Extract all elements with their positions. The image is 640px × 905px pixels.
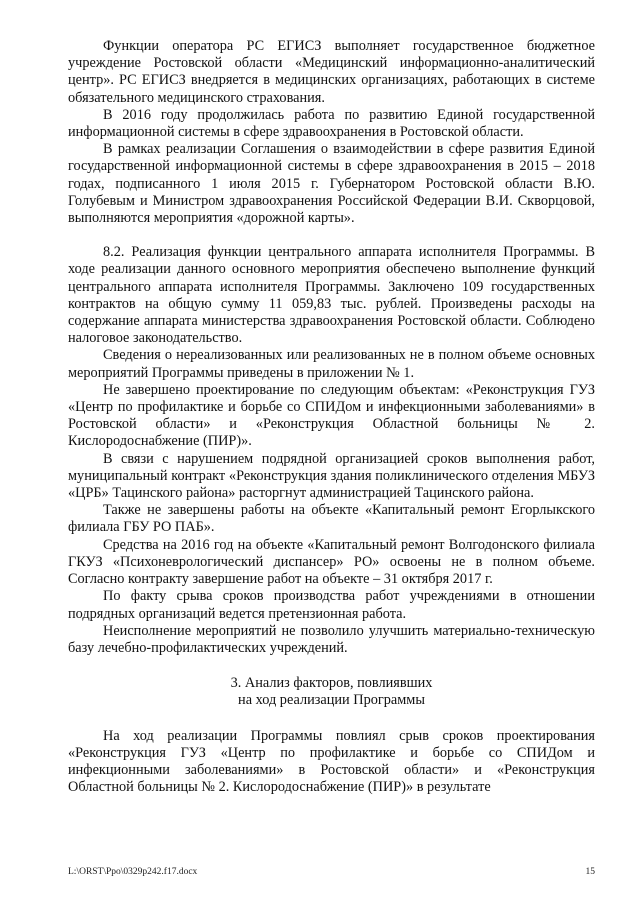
paragraph-central-apparatus: 8.2. Реализация функции центрального аппарата исполнителя Программы. В ходе реализации данного основного мероприятия обеспечено выполнение функций центрального аппарата исполнителя Программы. Заключено 109 государственных контрактов на общую сумму 11 059,83 тыс. рублей. Произведены расходы на содержание аппарата министерства здравоохранения Ростовской области. Соблюдено налоговое законодательство. [68,244,595,347]
paragraph-factors: На ход реализации Программы повлиял срыв сроков проектирования «Реконструкция ГУЗ «Центр по профилактике и борьбе со СПИДом и инфекционными заболеваниями» в Ростовской области» и «Реконструкция Областной больницы № 2. Кислородоснабжение (ПИР)» в результате [68,727,595,796]
paragraph-unrealized-measures: Сведения о нереализованных или реализованных не в полном объеме основных мероприятий Программы приведены в приложении № 1. [68,347,595,381]
paragraph-agreement: В рамках реализации Соглашения о взаимодействии в сфере развития Единой государственной информационной системы в сфере здравоохранения в 2015 – 2018 годах, подписанного 1 июля 2015 г. Губернатором Ростовской области В.Ю. Голубевым и Министром здравоохранения Российской Федерации В.И. Скворцовой, выполняются мероприятия «дорожной карты». [68,141,595,227]
paragraph-claims-work: По факту срыва сроков производства работ учреждениями в отношении подрядных организаций ведется претензионная работа. [68,588,595,622]
footer-file-path: L:\ORST\Ppo\0329p242.f17.docx [68,867,198,877]
spacer [68,657,595,675]
document-page [68,38,595,796]
spacer [68,227,595,244]
paragraph-non-fulfillment: Неисполнение мероприятий не позволило улучшить материально-техническую базу лечебно-профилактических учреждений. [68,622,595,656]
spacer [68,710,595,728]
section-heading-line2: на ход реализации Программы [238,692,425,709]
paragraph-design-not-completed: Не завершено проектирование по следующим объектам: «Реконструкция ГУЗ «Центр по профилактике и борьбе со СПИДом и инфекционными заболеваниями» в Ростовской области» и «Реконструкция Областной больницы № 2. Кислородоснабжение (ПИР)». [68,381,595,450]
paragraph-works-not-completed: Также не завершены работы на объекте «Капитальный ремонт Егорлыкского филиала ГБУ РО ПАБ». [68,502,595,536]
paragraph-volgodonsk-funds: Средства на 2016 год на объекте «Капитальный ремонт Волгодонского филиала ГКУЗ «Психоневрологический диспансер» РО» освоены не в полном объеме. Согласно контракту завершение работ на объекте – 31 октября 2017 г. [68,536,595,588]
paragraph-2016-development: В 2016 году продолжилась работа по развитию Единой государственной информационной системы в сфере здравоохранения в Ростовской области. [68,106,595,141]
section-heading-line1: 3. Анализ факторов, повлиявших [230,675,433,692]
footer-page-number: 15 [585,867,595,877]
paragraph-contract-terminated: В связи с нарушением подрядной организацией сроков выполнения работ, муниципальный контракт «Реконструкция здания поликлинического отделения МБУЗ «ЦРБ» Тацинского района» расторгнут администрацией Тацинского района. [68,450,595,502]
paragraph-egisz-operator: Функции оператора РС ЕГИСЗ выполняет государственное бюджетное учреждение Ростовской области «Медицинский информационно-аналитический центр». РС ЕГИСЗ внедряется в медицинских организациях, работающих в системе обязательного медицинского страхования. [68,38,595,106]
